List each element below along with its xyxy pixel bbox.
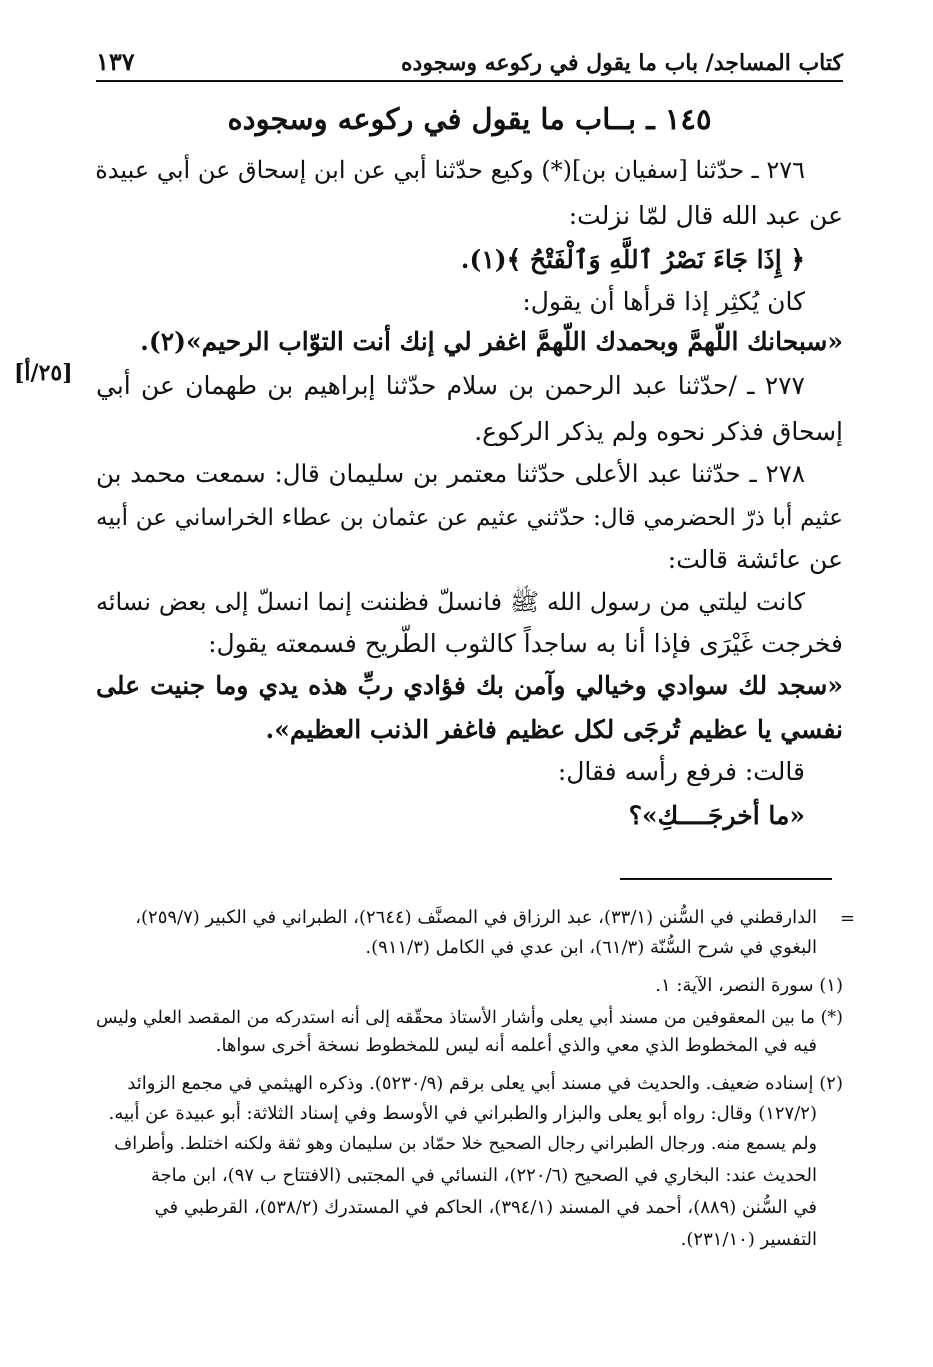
running-header — [96, 40, 843, 82]
body-line: ٢٧٦ ـ حدّثنا [سفيان بن](*) وكيع حدّثنا أبي عن ابن إسحاق عن أبي عبيدة — [95, 156, 805, 184]
quran-verse: ﴿ إِذَا جَاءَ نَصْرُ ٱللَّهِ وَٱلْفَتْحُ ﴾(١). — [460, 245, 805, 274]
body-line: ٢٧٧ ـ /حدّثنا عبد الرحمن بن سلام حدّثنا إبراهيم بن طهمان عن أبي — [96, 371, 805, 400]
chapter-heading: ١٤٥ ـ بــاب ما يقول في ركوعه وسجوده — [227, 102, 712, 136]
body-line: كان يُكثِر إذا قرأها أن يقول: — [522, 287, 805, 316]
footnote-line: الدارقطني في السُّنن (٣٣/١)، عبد الرزاق في المصنَّف (٢٦٤٤)، الطبراني في الكبير (٢٥٩/٧)، — [135, 907, 817, 928]
page-number: ١٣٧ — [96, 47, 135, 76]
body-line: كانت ليلتي من رسول الله ﷺ فانسلّ فظننت إنما انسلّ إلى بعض نسائه — [96, 588, 805, 616]
body-line: عن عبد الله قال لمّا نزلت: — [568, 201, 843, 230]
body-line: فخرجت غَيْرَى فإذا أنا به ساجداً كالثوب الطّريح فسمعته يقول: — [208, 629, 843, 658]
footnote-line: (٢) إسناده ضعيف. والحديث في مسند أبي يعلى برقم (٥٢٣٠/٩). وذكره الهيثمي في مجمع الزوائد — [127, 1073, 843, 1094]
footnote-line: في السُّنن (٨٨٩)، أحمد في المسند (٣٩٤/١)، الحاكم في المستدرك (٥٣٨/٢)، القرطبي في — [154, 1197, 817, 1218]
footnote-line: (١) سورة النصر، الآية: ١. — [655, 975, 843, 996]
footnote-continuation-mark: = — [839, 908, 855, 929]
footnote-line: التفسير (٢٣١/١٠). — [680, 1229, 817, 1250]
footnote-line: فيه في المخطوط الذي معي والذي أعلمه أنه ليس للمخطوط نسخة أخرى سواها. — [215, 1035, 817, 1056]
hadith-text: نفسي يا عظيم تُرجَى لكل عظيم فاغفر الذنب العظيم». — [265, 715, 843, 744]
footnote-line: (*) ما بين المعقوفين من مسند أبي يعلى وأشار الأستاذ محقّقه إلى أنه استدركه من المقصد العلي وليس — [95, 1008, 843, 1028]
body-line: عثيم أبا ذرّ الحضرمي قال: حدّثني عثيم عن عثمان بن عطاء الخراساني عن أبيه — [96, 505, 843, 531]
hadith-text: «سجد لك سوادي وخيالي وآمن بك فؤادي ربِّ هذه يدي وما جنيت على — [96, 671, 843, 700]
body-line: قالت: فرفع رأسه فقال: — [557, 757, 805, 786]
body-line: إسحاق فذكر نحوه ولم يذكر الركوع. — [474, 417, 843, 446]
margin-reference: [٢٥/أ] — [14, 360, 73, 386]
footnote-line: البغوي في شرح السُّنّة (٦١/٣)، ابن عدي في الكامل (٩١١/٣). — [365, 937, 817, 958]
hadith-text: «سبحانك اللّهمَّ وبحمدك اللّهمَّ اغفر لي إنك أنت التوّاب الرحيم»(٢). — [140, 327, 843, 356]
running-header-title: كتاب المساجد/ باب ما يقول في ركوعه وسجوده — [401, 50, 843, 76]
footnote-line: الحديث عند: البخاري في الصحيح (٢٢٠/٦)، النسائي في المجتبى (الافتتاح ب ٩٧)، ابن ماجة — [150, 1165, 817, 1186]
footnote-line: ولم يسمع منه. ورجال الطبراني رجال الصحيح خلا حمّاد بن سليمان وهو ثقة ولكنه اختلط. وأطراف — [114, 1134, 817, 1154]
footnote-line: (١٢٧/٢) وقال: رواه أبو يعلى والبزار والطبراني في الأوسط وفي إسناد الثلاثة: أبو عبيدة عن أبيه. — [108, 1103, 817, 1124]
body-line: عن عائشة قالت: — [667, 545, 843, 574]
body-line: ٢٧٨ ـ حدّثنا عبد الأعلى حدّثنا معتمر بن سليمان قال: سمعت محمد بن — [96, 459, 805, 488]
hadith-text: «ما أخرجَــــكِ»؟ — [628, 801, 805, 830]
footnote-separator — [620, 878, 832, 880]
